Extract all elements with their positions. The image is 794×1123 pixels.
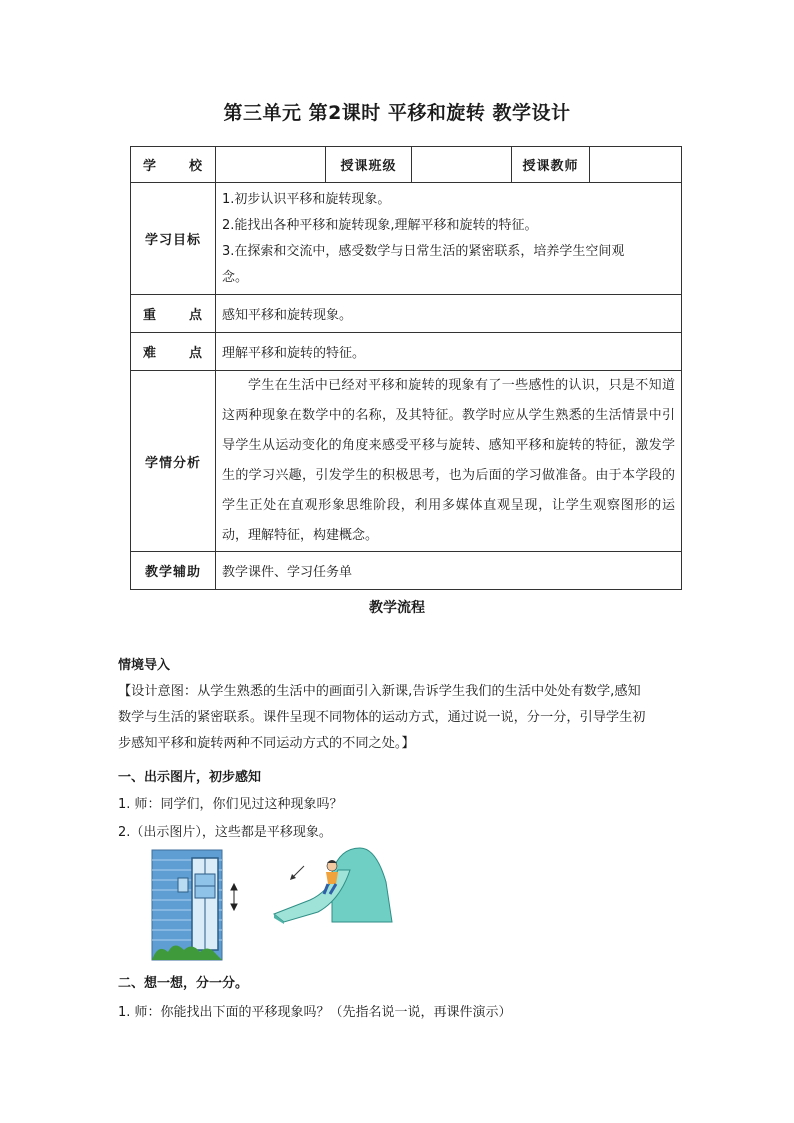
teacher-value-cell	[590, 147, 682, 183]
aids-label-cell: 教学辅助	[131, 552, 216, 590]
key-point-cell: 感知平移和旋转现象。	[216, 295, 682, 333]
part1-line: 2.（出示图片），这些都是平移现象。	[118, 825, 332, 840]
analysis-cell: 学生在生活中已经对平移和旋转的现象有了一些感性的认识，只是不知道这两种现象在数学中的名称，及其特征。教学时应从学生熟悉的生活情景中引导学生从运动变化的角度来感受平移与旋转、感知平移和旋转的特征，激发学生的学习兴趣，引发学生的积极思考，也为后面的学习做准备。由于本学段的学生正处在直观形象思维阶段，利用多媒体直观呈现，让学生观察图形的运动，理解特征，构建概念。	[216, 371, 682, 552]
part1-heading: 一、出示图片，初步感知	[118, 770, 262, 785]
document-title: 第三单元 第2课时 平移和旋转 教学设计	[223, 102, 571, 124]
goals-label-cell: 学习目标	[131, 183, 216, 295]
lesson-info-table	[130, 146, 682, 590]
goals-cell	[216, 183, 682, 295]
design-intent-line: 【设计意图：从学生熟悉的生活中的画面引入新课,告诉学生我们的生活中处处有数学,感知	[118, 684, 641, 699]
aids-cell: 教学课件、学习任务单	[216, 552, 682, 590]
class-label-cell: 授课班级	[326, 147, 412, 183]
school-value-cell	[216, 147, 326, 183]
section-intro-heading: 情境导入	[118, 658, 171, 673]
teacher-label-cell: 授课教师	[512, 147, 590, 183]
key-point-label-cell: 重 点	[131, 295, 216, 333]
difficulty-label-cell: 难 点	[131, 333, 216, 371]
difficulty-cell: 理解平移和旋转的特征。	[216, 333, 682, 371]
part2-heading: 二、想一想，分一分。	[118, 976, 249, 991]
school-label-cell: 学 校	[131, 147, 216, 183]
design-intent	[118, 679, 680, 757]
design-intent-line: 步感知平移和旋转两种不同运动方式的不同之处。】	[118, 736, 415, 751]
goal-line: 3.在探索和交流中，感受数学与日常生活的紧密联系，培养学生空间观	[222, 243, 625, 259]
flow-title: 教学流程	[369, 600, 425, 616]
design-intent-line: 数学与生活的紧密联系。课件呈现不同物体的运动方式，通过说一说，分一分，引导学生初	[118, 710, 646, 725]
goal-line: 2.能找出各种平移和旋转现象,理解平移和旋转的特征。	[222, 217, 538, 233]
goal-line: 念。	[222, 269, 249, 285]
elevator-building-image	[150, 848, 245, 963]
goal-line: 1.初步认识平移和旋转现象。	[222, 191, 391, 207]
slide-image	[270, 842, 396, 924]
part2-line: 1. 师：你能找出下面的平移现象吗？（先指名说一说，再课件演示）	[118, 1005, 512, 1020]
class-value-cell	[412, 147, 512, 183]
analysis-label-cell: 学情分析	[131, 371, 216, 552]
part1-line: 1. 师：同学们，你们见过这种现象吗？	[118, 797, 343, 812]
